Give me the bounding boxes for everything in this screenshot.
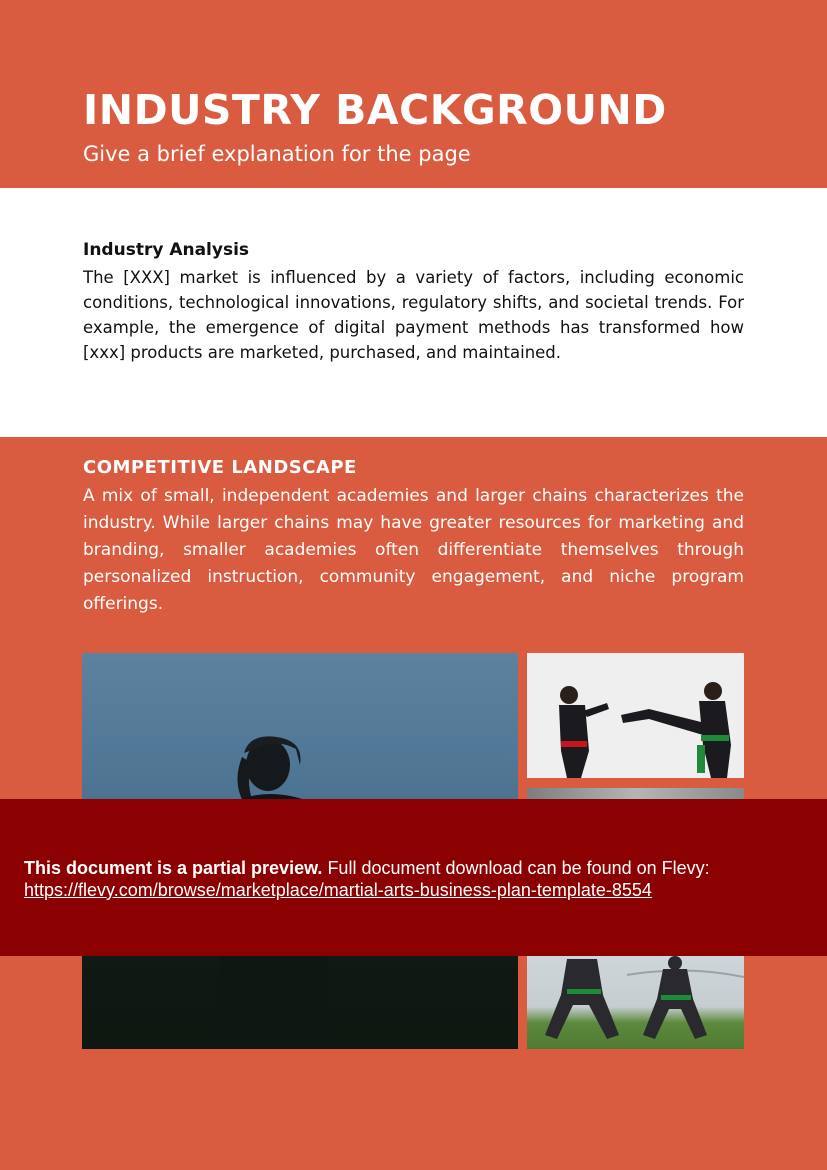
preview-notice-text: Full document download can be found on Flevy: (327, 858, 710, 878)
page-subtitle: Give a brief explanation for the page (83, 142, 471, 166)
industry-analysis-heading: Industry Analysis (83, 240, 250, 260)
flevy-download-link[interactable]: https://flevy.com/browse/marketplace/martial-arts-business-plan-template-8554 (24, 880, 652, 900)
fighters-stance-photo (527, 955, 744, 1049)
stance-figure-icon (527, 955, 744, 1049)
page-header (0, 0, 827, 188)
fighters-figure-icon (527, 653, 744, 778)
preview-notice (24, 857, 814, 901)
competitive-landscape-body: A mix of small, independent academies and larger chains characterizes the industry. While larger chains may have greater resources for marketing and branding, smaller academies often differentiate themselves through personalized instruction, community engagement, and niche program offerings. (83, 486, 744, 614)
industry-analysis-body: The [XXX] market is influenced by a variety of factors, including economic conditions, technological innovations, regulatory shifts, and societal trends. For example, the emergence of digital payment methods has transformed how [xxx] products are marketed, purchased, and maintained. (83, 268, 744, 362)
page-title: INDUSTRY BACKGROUND (83, 86, 667, 134)
fighters-kick-photo (527, 653, 744, 778)
competitive-landscape-heading: COMPETITIVE LANDSCAPE (83, 457, 357, 478)
preview-notice-strong: This document is a partial preview. (24, 858, 323, 878)
